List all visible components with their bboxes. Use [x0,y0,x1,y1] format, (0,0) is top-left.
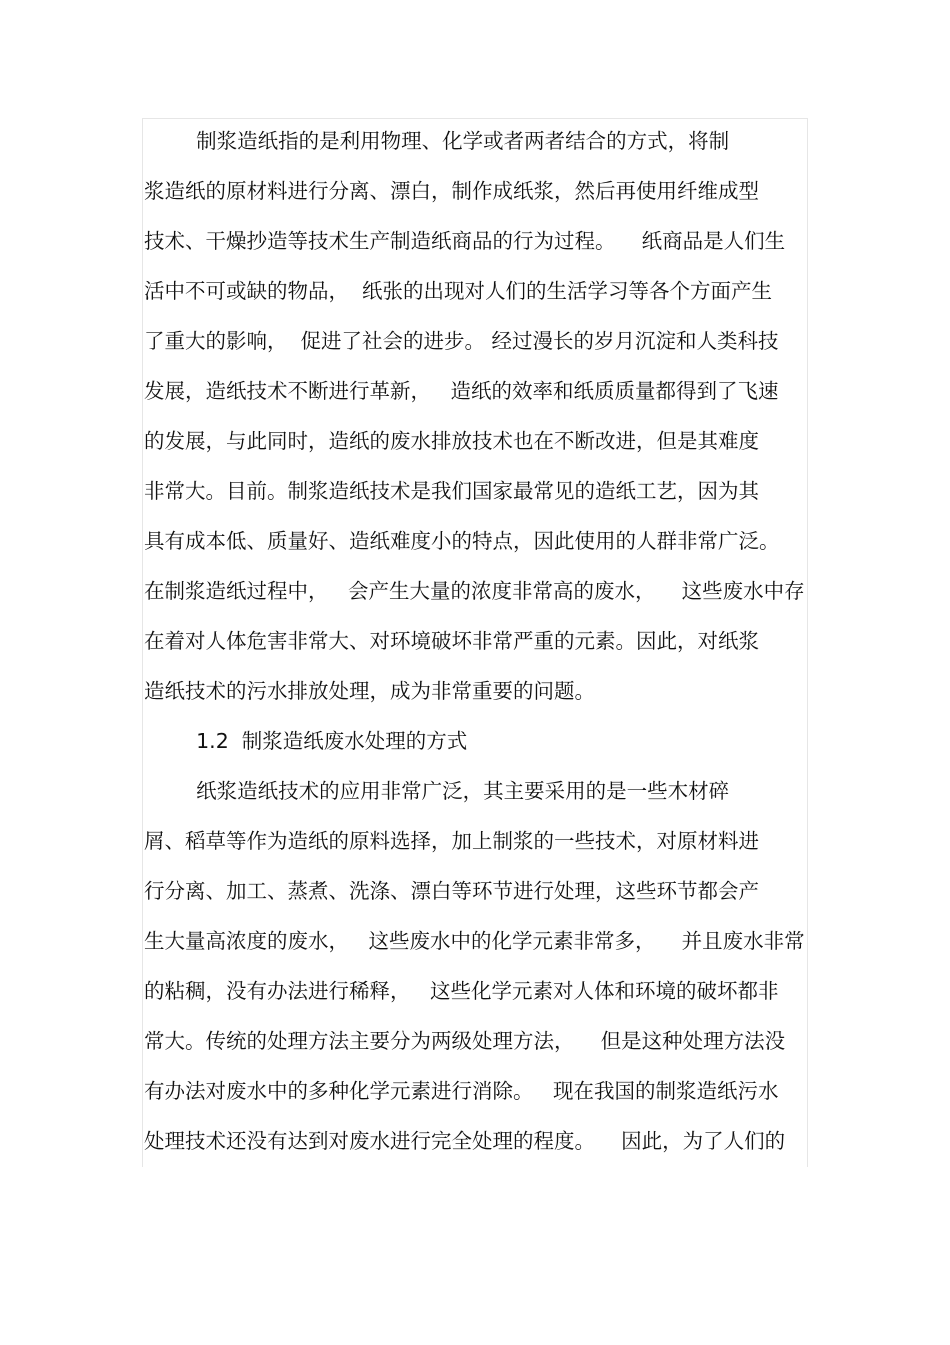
text-line: 纸浆造纸技术的应用非常广泛，其主要采用的是一些木材碎 [144,779,730,803]
text-line: 的发展，与此同时，造纸的废水排放技术也在不断改进，但是其难度 [144,429,759,453]
text-line: 在制浆造纸过程中， 会产生大量的浓度非常高的废水， 这些废水中存 [144,579,805,603]
text-line: 非常大。目前。制浆造纸技术是我们国家最常见的造纸工艺，因为其 [144,479,759,503]
text-line: 常大。传统的处理方法主要分为两级处理方法， 但是这种处理方法没 [144,1029,786,1053]
text-line: 制浆造纸指的是利用物理、化学或者两者结合的方式，将制 [144,129,730,153]
text-line: 处理技术还没有达到对废水进行完全处理的程度。 因此，为了人们的 [144,1129,786,1153]
text-line: 发展，造纸技术不断进行革新， 造纸的效率和纸质质量都得到了飞速 [144,379,779,403]
text-line: 行分离、加工、蒸煮、洗涤、漂白等环节进行处理，这些环节都会产 [144,879,759,903]
text-line: 有办法对废水中的多种化学元素进行消除。 现在我国的制浆造纸污水 [144,1079,779,1103]
section-heading: 1.2 制浆造纸废水处理的方式 [144,729,468,753]
text-line: 浆造纸的原材料进行分离、漂白，制作成纸浆，然后再使用纤维成型 [144,179,759,203]
text-line: 具有成本低、质量好、造纸难度小的特点，因此使用的人群非常广泛。 [144,529,780,553]
text-line: 的粘稠，没有办法进行稀释， 这些化学元素对人体和环境的破坏都非 [144,979,779,1003]
text-line: 技术、干燥抄造等技术生产制造纸商品的行为过程。 纸商品是人们生 [144,229,786,253]
text-line: 造纸技术的污水排放处理，成为非常重要的问题。 [144,679,595,703]
text-line: 屑、稻草等作为造纸的原料选择，加上制浆的一些技术，对原材料进 [144,829,759,853]
text-line: 在着对人体危害非常大、对环境破坏非常严重的元素。因此，对纸浆 [144,629,759,653]
text-line: 了重大的影响， 促进了社会的进步。 经过漫长的岁月沉淀和人类科技 [144,329,779,353]
text-line: 生大量高浓度的废水， 这些废水中的化学元素非常多， 并且废水非常 [144,929,805,953]
text-line: 活中不可或缺的物品， 纸张的出现对人们的生活学习等各个方面产生 [144,279,773,303]
